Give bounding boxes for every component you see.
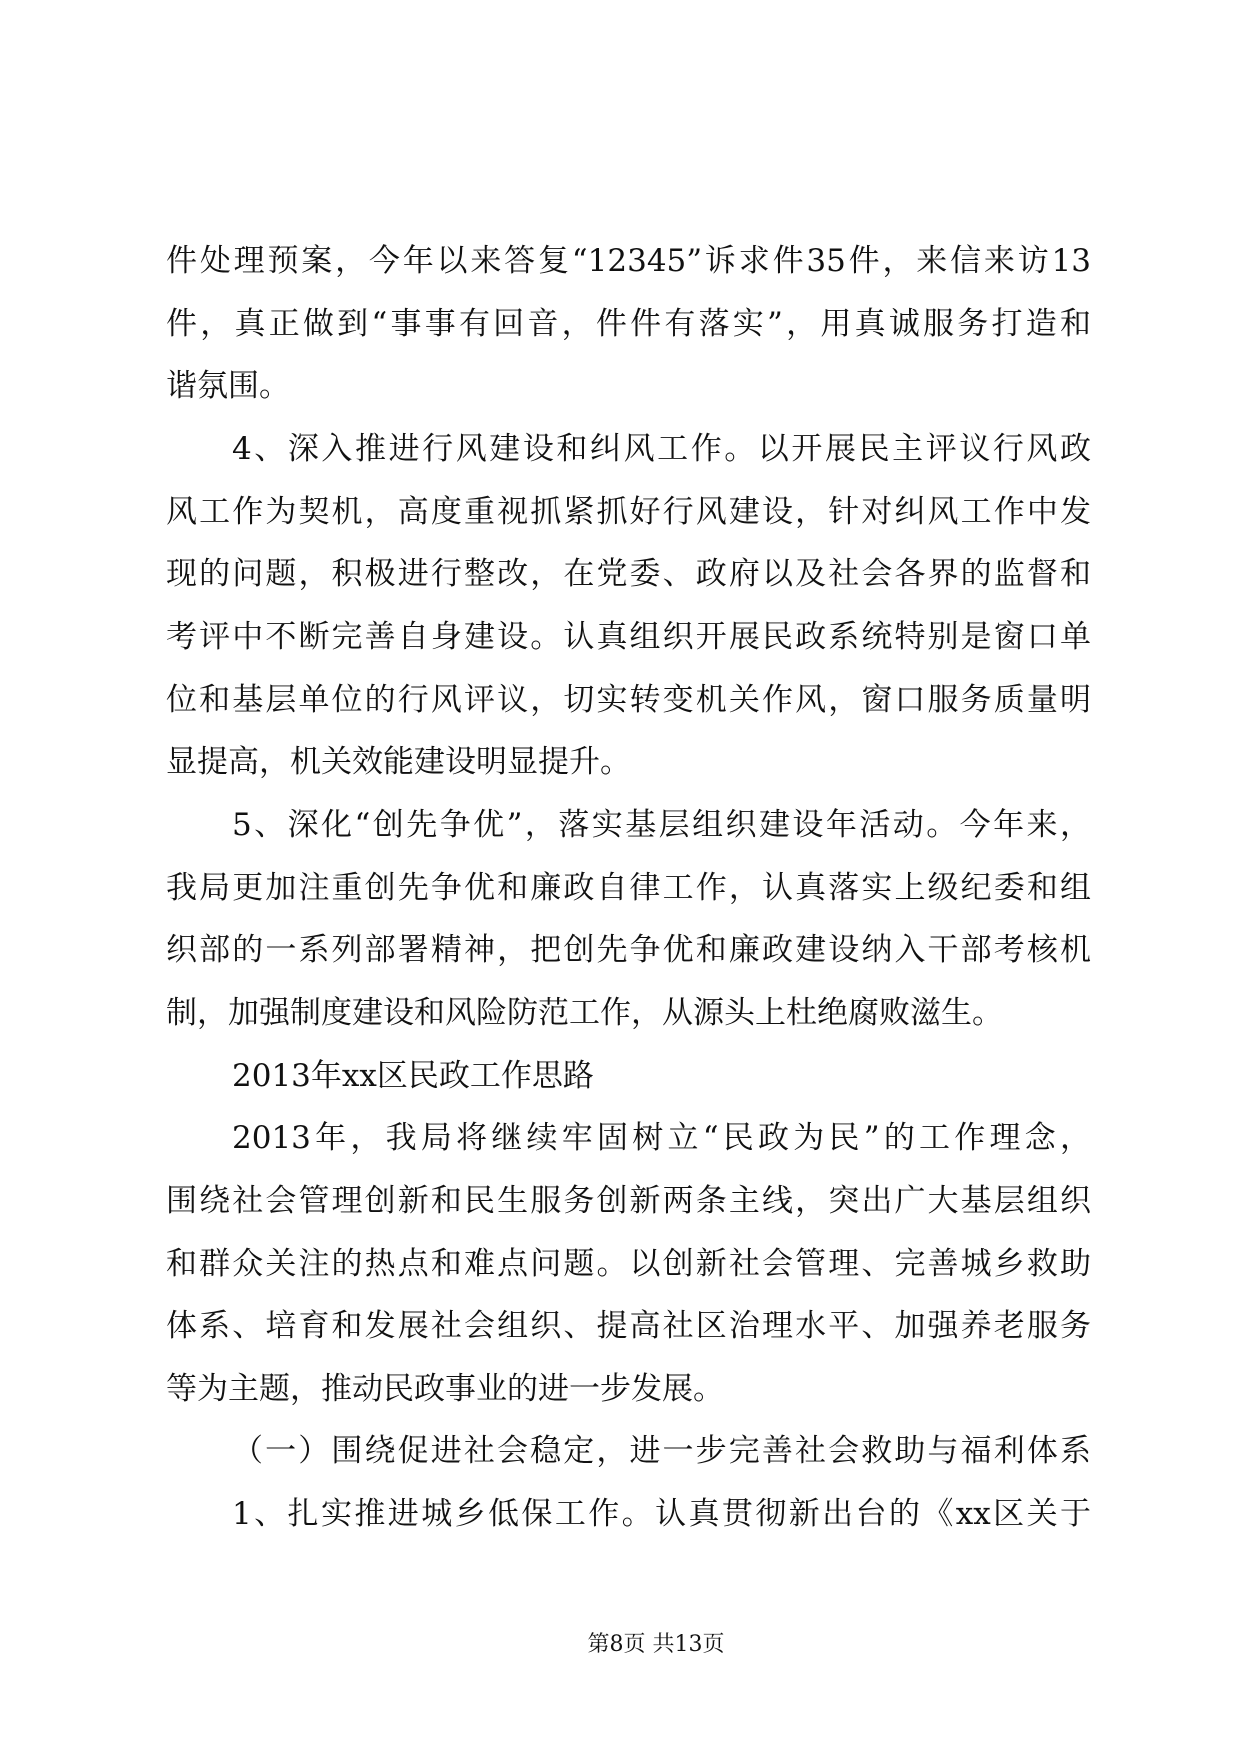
text-line: 和群众关注的热点和难点问题。以创新社会管理、完善城乡救助: [166, 1245, 1091, 1282]
text-line: 织部的一系列部署精神，把创先争优和廉政建设纳入干部考核机: [166, 932, 1091, 969]
page-number-footer: 第8页 共13页: [587, 1632, 725, 1657]
text-line: 等为主题，推动民政事业的进一步发展。: [166, 1370, 724, 1407]
text-line: 制，加强制度建设和风险防范工作，从源头上杜绝腐败滋生。: [166, 994, 1003, 1031]
subsection-heading: [166, 1420, 1091, 1483]
text-line: 2013年，我局将继续牢固树立“民政为民”的工作理念，: [232, 1120, 1091, 1157]
section-heading: [166, 1045, 1091, 1108]
text-line: 风工作为契机，高度重视抓紧抓好行风建设，针对纠风工作中发: [166, 493, 1091, 530]
paragraph: [166, 1483, 1091, 1546]
text-line: 考评中不断完善自身建设。认真组织开展民政系统特别是窗口单: [166, 618, 1091, 655]
text-line: 围绕社会管理创新和民生服务创新两条主线，突出广大基层组织: [166, 1182, 1091, 1219]
text-line: 5、深化“创先争优”，落实基层组织建设年活动。今年来，: [232, 806, 1091, 843]
text-line: 我局更加注重创先争优和廉政自律工作，认真落实上级纪委和组: [166, 869, 1091, 906]
text-line: 1、扎实推进城乡低保工作。认真贯彻新出台的《xx区关于: [232, 1496, 1091, 1533]
text-line: 谐氛围。: [166, 368, 290, 405]
paragraph: [166, 794, 1091, 1045]
document-body: [166, 230, 1091, 1546]
section-heading-text: 2013年xx区民政工作思路: [232, 1057, 594, 1094]
text-line: 件处理预案，今年以来答复“12345”诉求件35件，来信来访13: [166, 243, 1091, 279]
text-line: 现的问题，积极进行整改，在党委、政府以及社会各界的监督和: [166, 556, 1091, 593]
text-line: 4、深入推进行风建设和纠风工作。以开展民主评议行风政: [232, 430, 1091, 467]
text-line: 体系、培育和发展社会组织、提高社区治理水平、加强养老服务: [166, 1308, 1091, 1345]
paragraph: [166, 418, 1091, 794]
text-line: 件，真正做到“事事有回音，件件有落实”，用真诚服务打造和: [166, 305, 1091, 342]
paragraph: [166, 1107, 1091, 1420]
text-line: 位和基层单位的行风评议，切实转变机关作风，窗口服务质量明: [166, 681, 1091, 718]
paragraph: [166, 230, 1091, 418]
text-line: 显提高，机关效能建设明显提升。: [166, 744, 631, 781]
subsection-heading-text: （一）围绕促进社会稳定，进一步完善社会救助与福利体系: [232, 1433, 1091, 1470]
